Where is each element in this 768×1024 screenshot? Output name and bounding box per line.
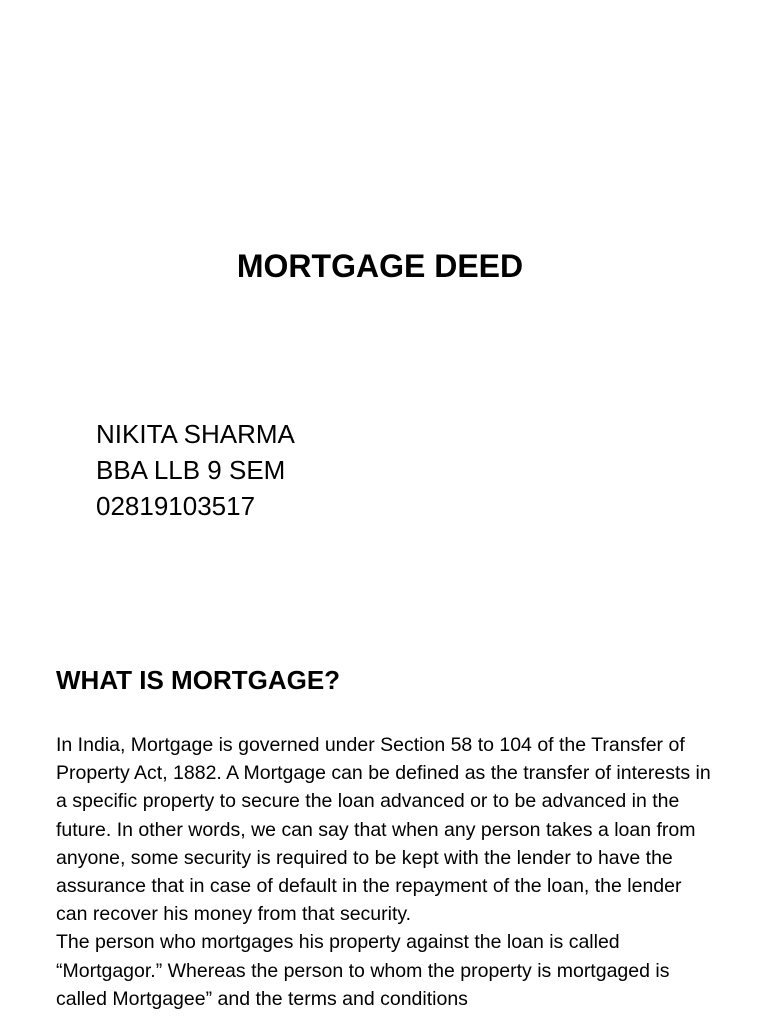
- body-paragraph: In India, Mortgage is governed under Section 58 to 104 of the Transfer of Property Act, 1882. A Mortgage can be defined as the transfer of interests in a specific property to secure the loan advanced or to be advanced in the future. In other words, we can say that when any person takes a loan from anyone, some security is required to be kept with the lender to have the assurance that in case of default in the repayment of the loan, the lender can recover his money from that security.: [56, 734, 711, 926]
- document-title: MORTGAGE DEED: [236, 248, 524, 284]
- section-heading: WHAT IS MORTGAGE?: [56, 665, 341, 695]
- section-body: [56, 731, 716, 1013]
- body-paragraph: The person who mortgages his property against the loan is called “Mortgagor.” Whereas the person to whom the property is mortgaged is called Mortgagee” and the terms and conditions: [56, 931, 670, 1010]
- author-roll-number: 02819103517: [96, 491, 256, 521]
- author-block: [96, 416, 295, 524]
- author-course: BBA LLB 9 SEM: [96, 455, 286, 485]
- author-name: NIKITA SHARMA: [96, 419, 295, 449]
